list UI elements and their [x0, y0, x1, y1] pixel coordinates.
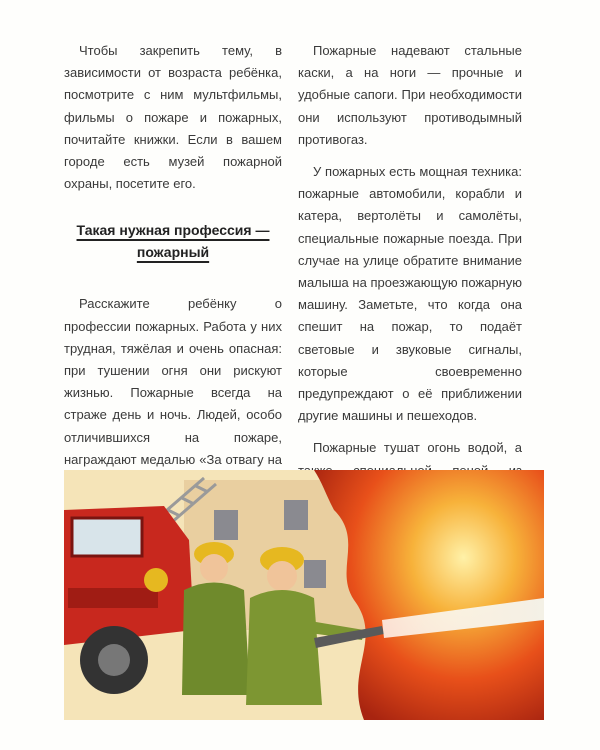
- section-heading-text: Такая нужная профессия — пожарный: [76, 222, 270, 261]
- extinguishing-paragraph: Пожарные тушат огонь водой, а: [313, 440, 522, 456]
- section-heading: [64, 219, 282, 263]
- firefighters-illustration: [64, 470, 544, 720]
- helmets-paragraph: Пожарные надевают стальные каски, а на ноги — прочные и удобные сапоги. При необходимости они используют противодымный противогаз.: [298, 43, 522, 147]
- intro-paragraph: Чтобы закрепить тему, в зависимости от возраста ребёнка, посмотрите с ним мультфильмы, фильмы о пожаре и пожарных, почитайте книжки. Если в вашем городе есть музей пожарной охраны, посетите его.: [64, 43, 282, 192]
- equipment-paragraph: У пожарных есть мощная техника: пожарные автомобили, корабли и катера, вертолёты и самолёты, специальные пожарные поезда. При случае на улице обратите внимание малыша на проезжающую пожарную машину. Заметьте, что когда она спешит на пожар, то подаёт световые и звуковые сигналы, которые своевременно предупреждают о её приближении другие машины и пешеходов.: [298, 164, 522, 424]
- profession-paragraph: Расскажите ребёнку о профессии пожарных. Работа у них трудная, тяжёлая и очень опасная: при тушении огня они рискуют жизнью. Пожарные всегда на страже день и ночь. Людей, особо отличившихся на пожаре, награждают медалью «За отвагу на: [64, 296, 282, 467]
